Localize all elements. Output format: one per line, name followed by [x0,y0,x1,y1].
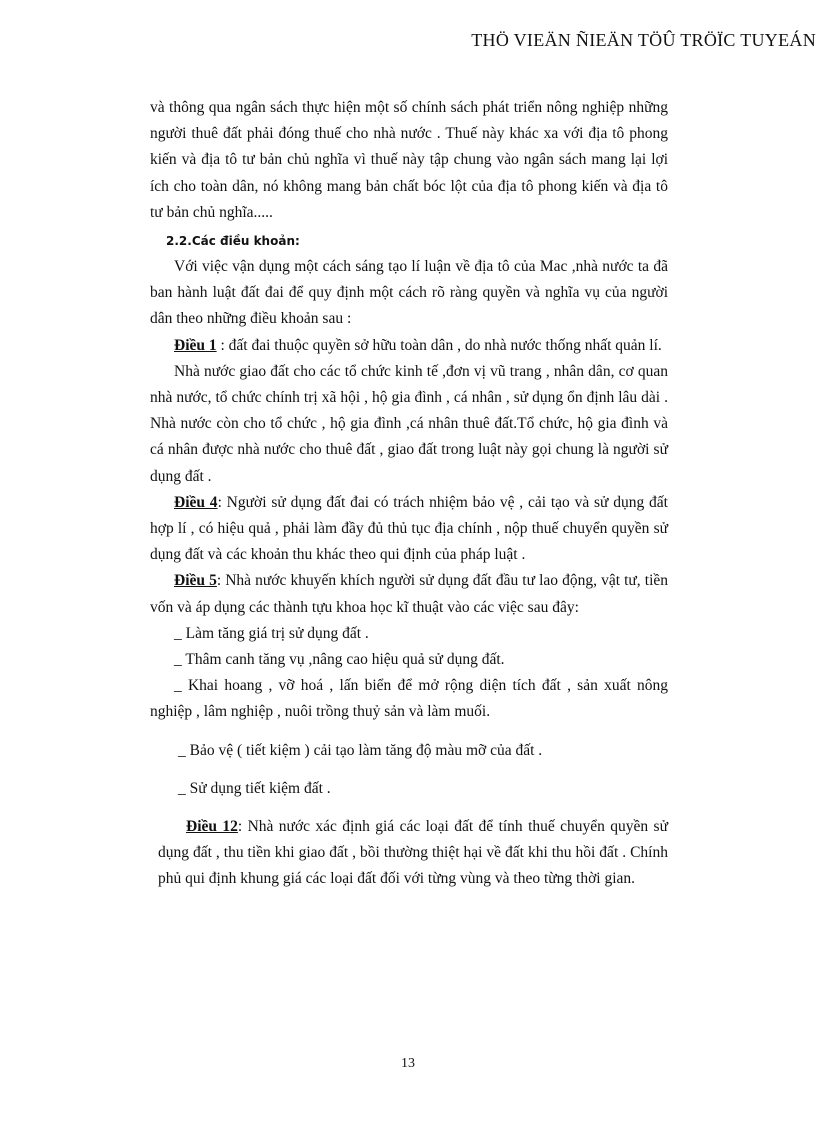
article-5-paragraph [150,568,668,620]
article-1-body-paragraph: Nhà nước giao đất cho các tổ chức kinh tế ,đơn vị vũ trang , nhân dân, cơ quan nhà nước, tổ chức chính trị xã hội , hộ gia đình , cá nhân , sử dụng ổn định lâu dài . Nhà nước còn cho tổ chức , hộ gia đình ,cá nhân thuê đất.Tổ chức, hộ gia đình và cá nhân được nhà nước cho thuê đất , giao đất trong luật này gọi chung là người sử dụng đất . [150,362,668,485]
article-1-text: : đất đai thuộc quyền sở hữu toàn dân , do nhà nước thống nhất quản lí. [216,336,662,354]
bullet-item: _ Khai hoang , vỡ hoá , lấn biển để mở rộng diện tích đất , sản xuất nông nghiệp , lâm nghiệp , nuôi trồng thuỷ sản và làm muối. [150,677,668,721]
article-4-text: : Người sử dụng đất đai có trách nhiệm bảo vệ , cải tạo và sử dụng đất hợp lí , có hiệu quả , phải làm đầy đủ thủ tục địa chính , nộp thuế chuyển quyền sử dụng đất và các khoản thu khác theo qui định của pháp luật . [150,493,668,564]
page-header: THÖ VIEÄN ÑIEÄN TÖÛ TRÖÏC TUYEÁN [471,30,816,50]
section-heading: 2.2.Các điều khoản: [166,234,300,249]
intro-paragraph: và thông qua ngân sách thực hiện một số chính sách phát triển nông nghiệp những người thuê đất phải đóng thuế cho nhà nước . Thuế này khác xa với địa tô phong kiến và địa tô tư bản chủ nghĩa vì thuế này tập chung vào ngân sách mang lại lợi ích cho toàn dân, nó không mang bản chất bóc lột của địa tô phong kiến và địa tô tư bản chủ nghĩa..... [150,99,668,221]
bullet-item: _ Thâm canh tăng vụ ,nâng cao hiệu quả sử dụng đất. [174,651,505,669]
section-intro-paragraph: Với việc vận dụng một cách sáng tạo lí luận về địa tô của Mac ,nhà nước ta đã ban hành luật đất đai để quy định một cách rõ ràng quyền và nghĩa vụ của người dân theo những điều khoản sau : [150,258,668,328]
bullet-item: _ Sử dụng tiết kiệm đất . [178,779,331,797]
article-1-paragraph [150,333,668,359]
article-5-text: : Nhà nước khuyến khích người sử dụng đất đầu tư lao động, vật tư, tiền vốn và áp dụng các thành tựu khoa học kĩ thuật vào các việc sau đây: [150,572,669,616]
article-1-label: Điều 1 [174,336,217,354]
bullet-item: _ Bảo vệ ( tiết kiệm ) cải tạo làm tăng độ màu mỡ của đất . [178,741,543,759]
article-12-label: Điều 12 [186,818,238,836]
bullet-item: _ Làm tăng giá trị sử dụng đất . [174,624,369,642]
article-5-label: Điều 5 [174,572,217,590]
article-12-text: : Nhà nước xác định giá các loại đất để tính thuế chuyển quyền sử dụng đất , thu tiền khi giao đất , bồi thường thiệt hại về đất khi thu hồi đất . Chính phủ qui định khung giá các loại đất đối với từng vùng và theo từng thời gian. [158,818,668,888]
article-12-paragraph [158,814,668,893]
document-body [150,95,668,893]
article-4-paragraph [150,490,668,569]
article-4-label: Điều 4 [174,493,218,511]
page-number: 13 [401,1056,415,1071]
